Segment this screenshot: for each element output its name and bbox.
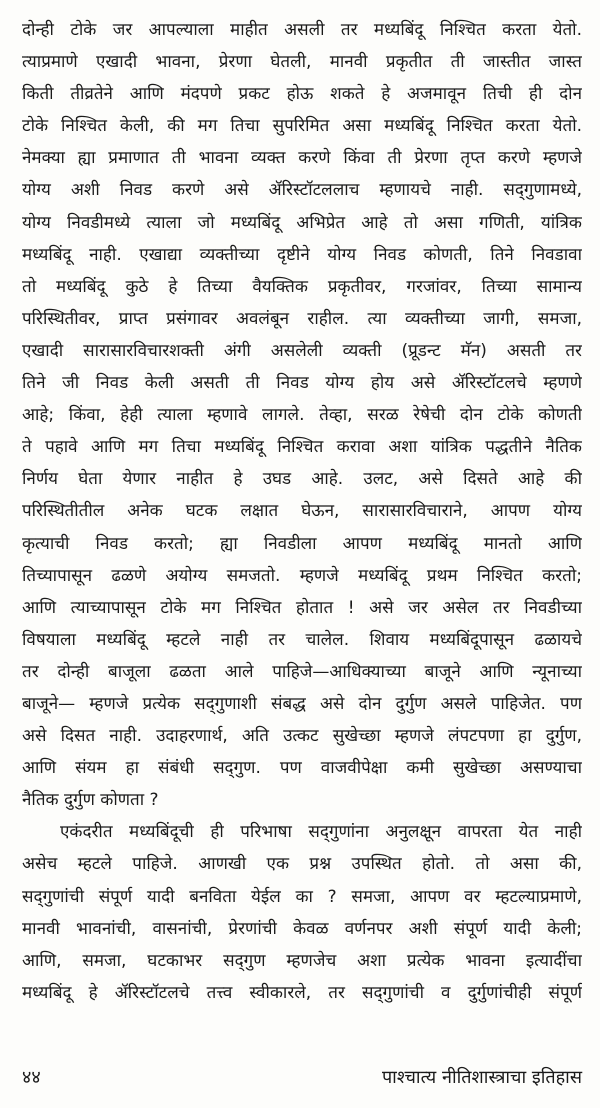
text-line: त्याप्रमाणे एखादी भावना, प्रेरणा घेतली, मानवी प्रकृतीत ती जास्तीत जास्त <box>22 52 582 73</box>
text-line: असेच म्हटले पाहिजे. आणखी एक प्रश्न उपस्थित होतो. तो असा की, <box>22 854 582 875</box>
paragraph-first-line: एकंदरीत मध्यबिंदूची ही परिभाषा सद्‌गुणांना अनुलक्षून वापरता येत नाही <box>60 822 582 843</box>
text-line: तो मध्यबिंदू कुठे हे तिच्या वैयक्तिक प्रकृतीवर, गरजांवर, तिच्या सामान्य <box>22 276 582 297</box>
text-line: ते पहावे आणि मग तिचा मध्यबिंदू निश्चित करावा अशा यांत्रिक पद्धतीने नैतिक <box>22 437 582 458</box>
text-line: निर्णय घेता येणार नाहीत हे उघड आहे. उलट, असे दिसते आहे की <box>22 469 582 490</box>
text-line: परिस्थितीतील अनेक घटक लक्षात घेऊन, सारासारविचाराने, आपण योग्य <box>22 501 582 522</box>
text-line: आणि संयम हा संबंधी सद्‌गुण. पण वाजवीपेक्षा कमी सुखेच्छा असण्याचा <box>22 758 582 779</box>
text-line: योग्य अशी निवड करणे असे ॲरिस्टॉटललाच म्हणायचे नाही. सद्‌गुणामध्ये, <box>22 180 582 201</box>
text-line: असे दिसत नाही. उदाहरणार्थ, अति उत्कट सुखेच्छा म्हणजे लंपटपणा हा दुर्गुण, <box>22 726 582 747</box>
paragraph-last-line: नैतिक दुर्गुण कोणता ? <box>22 790 159 811</box>
text-line: योग्य निवडीमध्ये त्याला जो मध्यबिंदू अभिप्रेत आहे तो असा गणिती, यांत्रिक <box>22 212 582 233</box>
text-line: दोन्ही टोके जर आपल्याला माहीत असली तर मध्यबिंदू निश्चित करता येतो. <box>22 20 582 40</box>
text-line: तिने जी निवड केली असती ती निवड योग्य होय असे ॲरिस्टॉटलचे म्हणणे <box>22 373 582 394</box>
text-line: सद्‌गुणांची संपूर्ण यादी बनविता येईल का ? समजा, आपण वर म्हटल्याप्रमाणे, <box>22 886 582 907</box>
text-line: मानवी भावनांची, वासनांची, प्रेरणांची केवळ वर्णनपर अशी संपूर्ण यादी केली; <box>22 918 582 939</box>
page-footer <box>22 1062 582 1094</box>
body-text <box>22 14 582 1009</box>
text-line: तिच्यापासून ढळणे अयोग्य समजतो. म्हणजे मध्यबिंदू प्रथम निश्चित करतो; <box>22 565 582 586</box>
text-line: बाजूने— म्हणजे प्रत्येक सद्‌गुणाशी संबद्ध असे दोन दुर्गुण असले पाहिजेत. पण <box>22 693 582 714</box>
text-line: आणि त्याच्यापासून टोके मग निश्चित होतात ! असे जर असेल तर निवडीच्या <box>22 597 582 618</box>
text-line: एखादी सारासारविचारशक्ती अंगी असलेली व्यक्ती (प्रूडन्ट मॅन) असती तर <box>22 340 582 361</box>
text-line: कृत्याची निवड करतो; ह्या निवडीला आपण मध्यबिंदू मानतो आणि <box>22 533 582 554</box>
text-line: टोके निश्चित केली, की मग तिचा सुपरिमित असा मध्यबिंदू निश्चित करता येतो. <box>22 116 582 137</box>
text-line: आहे; किंवा, हेही त्याला म्हणावे लागले. तेव्हा, सरळ रेषेची दोन टोके कोणती <box>22 405 582 426</box>
text-line: किती तीव्रतेने आणि मंदपणे प्रकट होऊ शकते हे अजमावून तिची ही दोन <box>22 84 582 105</box>
text-line: तर दोन्ही बाजूला ढळता आले पाहिजे—आधिक्याच्या बाजूने आणि न्यूनाच्या <box>22 661 582 682</box>
text-line: परिस्थितीवर, प्राप्त प्रसंगावर अवलंबून राहील. त्या व्यक्तीच्या जागी, समजा, <box>22 308 582 329</box>
page-number: ४४ <box>22 1067 41 1088</box>
text-line: आणि, समजा, घटकाभर सद्‌गुण म्हणजेच अशा प्रत्येक भावना इत्यादींचा <box>22 950 582 971</box>
running-title: पाश्चात्य नीतिशास्त्राचा इतिहास <box>381 1067 582 1088</box>
text-line: मध्यबिंदू हे ॲरिस्टॉटलचे तत्त्व स्वीकारले, तर सद्‌गुणांची व दुर्गुणांचीही संपूर्ण <box>22 982 582 1003</box>
text-line: नेमक्या ह्या प्रमाणात ती भावना व्यक्त करणे किंवा ती प्रेरणा तृप्त करणे म्हणजे <box>22 148 582 169</box>
text-line: विषयाला मध्यबिंदू म्हटले नाही तर चालेल. शिवाय मध्यबिंदूपासून ढळायचे <box>22 629 582 650</box>
text-line: मध्यबिंदू नाही. एखाद्या व्यक्तीच्या दृष्टीने योग्य निवड कोणती, तिने निवडावा <box>22 244 582 265</box>
